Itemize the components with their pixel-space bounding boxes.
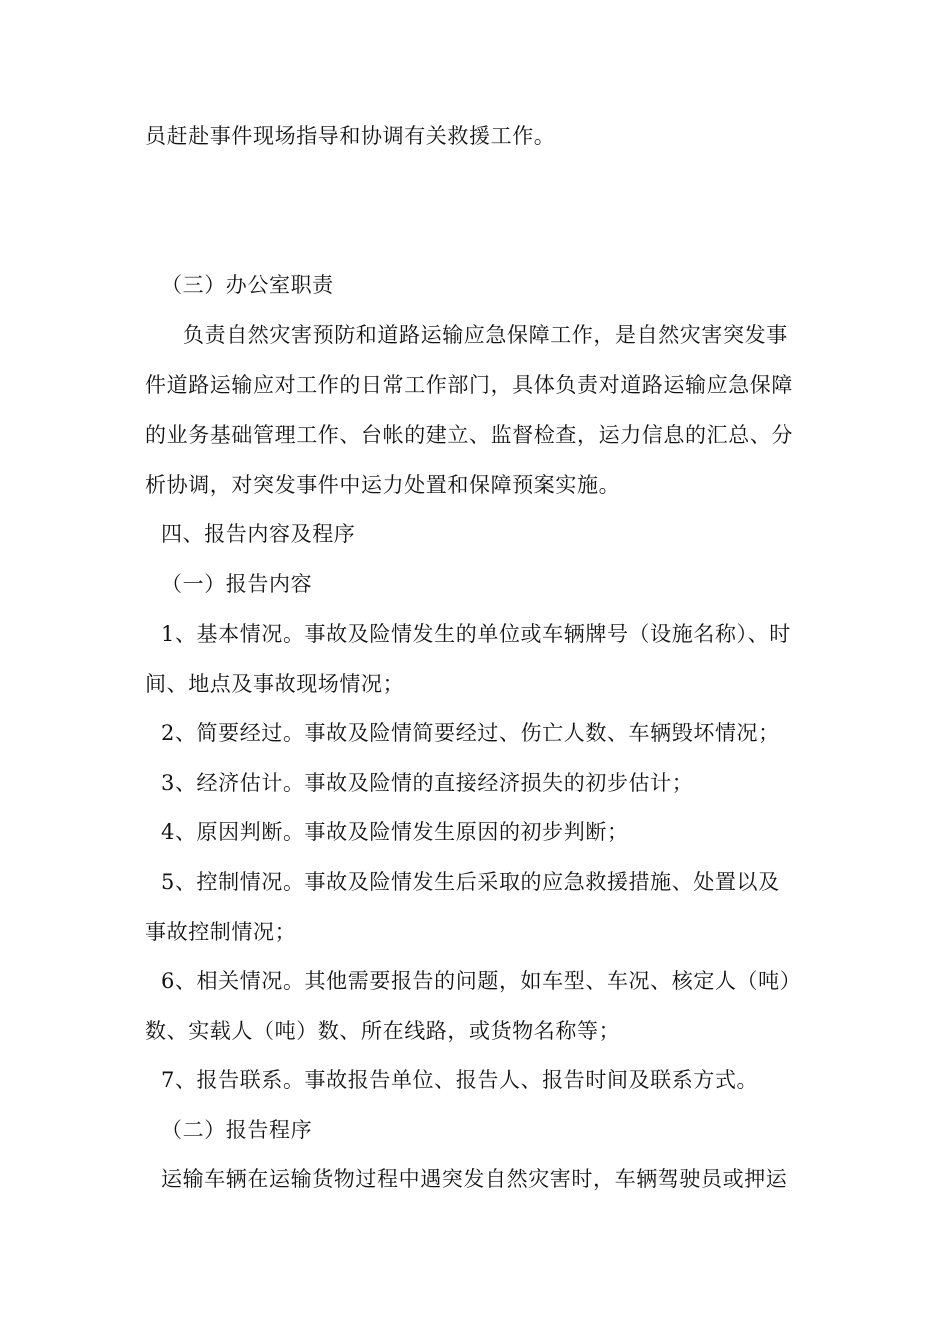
list-item: 3、经济估计。事故及险情的直接经济损失的初步估计； [161,771,694,795]
list-item: 5、控制情况。事故及险情发生后采取的应急救援措施、处置以及 [161,870,780,894]
paragraph-line: 的业务基础管理工作、台帐的建立、监督检查，运力信息的汇总、分 [145,423,793,447]
list-item-continuation: 数、实载人（吨）数、所在线路，或货物名称等； [145,1019,621,1043]
list-item: 2、简要经过。事故及险情简要经过、伤亡人数、车辆毁坏情况； [161,721,780,745]
paragraph-line: 运输车辆在运输货物过程中遇突发自然灾害时，车辆驾驶员或押运 [161,1167,788,1191]
list-item-continuation: 事故控制情况； [145,920,297,944]
list-item: 7、报告联系。事故报告单位、报告人、报告时间及联系方式。 [161,1068,759,1092]
paragraph-line: 件道路运输应对工作的日常工作部门，具体负责对道路运输应急保障 [145,373,793,397]
paragraph-line: 负责自然灾害预防和道路运输应急保障工作，是自然灾害突发事 [183,323,788,347]
paragraph-line: 员赶赴事件现场指导和协调有关救援工作。 [145,124,556,148]
section-heading: （一）报告内容 [161,572,313,596]
list-item: 4、原因判断。事故及险情发生原因的初步判断； [161,820,629,844]
list-item-continuation: 间、地点及事故现场情况； [145,672,405,696]
section-heading: 四、报告内容及程序 [161,522,356,546]
section-heading: （二）报告程序 [161,1118,313,1142]
section-heading: （三）办公室职责 [161,273,334,297]
paragraph-line: 析协调，对突发事件中运力处置和保障预案实施。 [145,473,621,497]
list-item: 1、基本情况。事故及险情发生的单位或车辆牌号（设施名称）、时 [161,622,791,646]
list-item: 6、相关情况。其他需要报告的问题，如车型、车况、核定人（吨） [161,969,802,993]
